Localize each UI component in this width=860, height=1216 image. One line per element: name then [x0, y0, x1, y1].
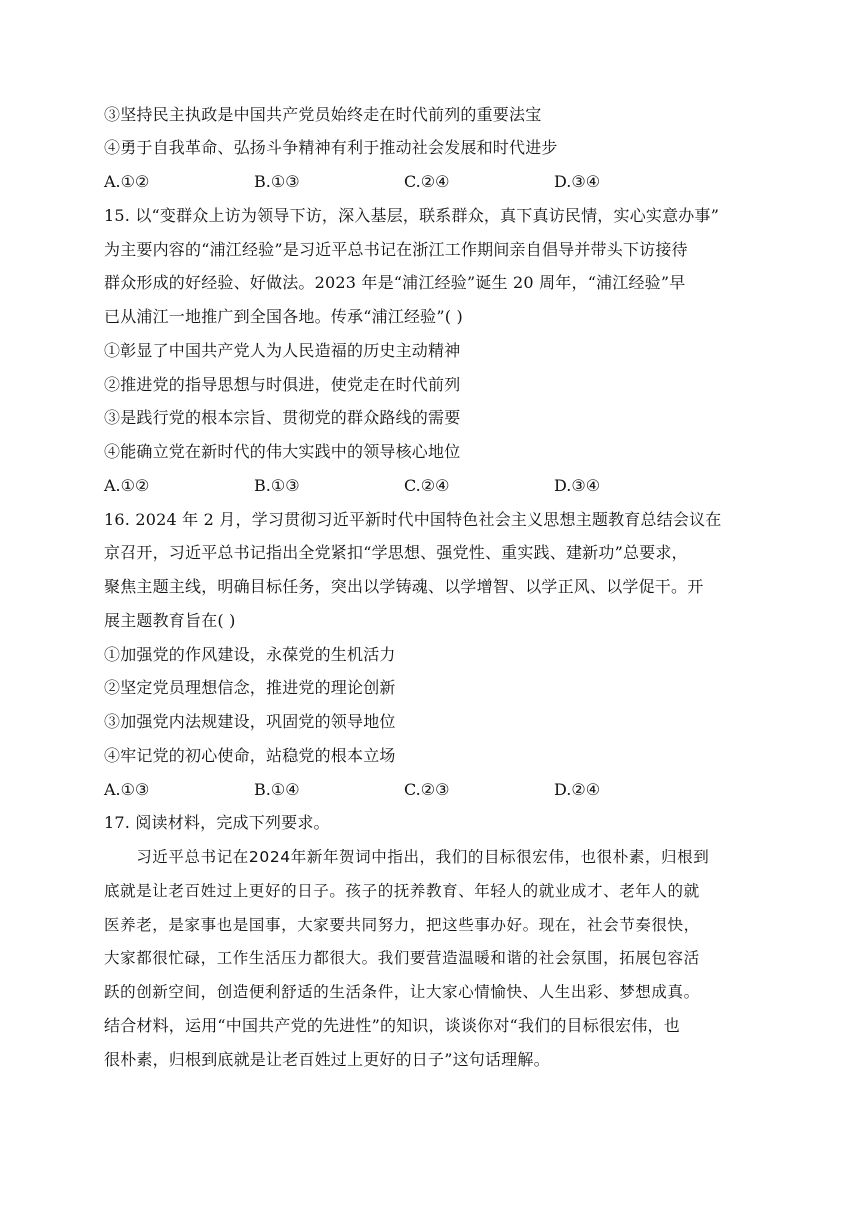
q16-stem-line-4: 展主题教育旨在( )	[104, 611, 236, 630]
q16-item-3: ③加强党内法规建设，巩固党的领导地位	[104, 712, 396, 731]
q16-options	[104, 779, 784, 801]
q15-item-3: ③是践行党的根本宗旨、贯彻党的群众路线的需要	[104, 408, 461, 427]
q14-option-c[interactable]: C.②④	[404, 172, 450, 191]
q16-stem-line-1: 16. 2024 年 2 月，学习贯彻习近平新时代中国特色社会主义思想主题教育总结会议在	[104, 510, 722, 529]
q16-option-c[interactable]: C.②③	[404, 780, 450, 799]
q15-item-2: ②推进党的指导思想与时俱进，使党走在时代前列	[104, 375, 461, 394]
q14-item-4: ④勇于自我革命、弘扬斗争精神有利于推动社会发展和时代进步	[104, 138, 558, 157]
q16-option-d[interactable]: D.②④	[554, 780, 601, 799]
q14-option-a[interactable]: A.①②	[104, 172, 150, 191]
q15-stem-line-4: 已从浦江一地推广到全国各地。传承“浦江经验”( )	[104, 307, 463, 326]
q17-material-line-4: 大家都很忙碌，工作生活压力都很大。我们要营造温暖和谐的社会氛围，拓展包容活	[104, 949, 700, 967]
q17-requirement-line-2: 很朴素，归根到底就是让老百姓过上更好的日子”这句话理解。	[104, 1050, 550, 1069]
q15-option-b[interactable]: B.①③	[254, 476, 300, 495]
q15-stem-line-1: 15. 以“变群众上访为领导下访，深入基层，联系群众，真下真访民情，实心实意办事”	[104, 206, 720, 225]
q17-title: 17. 阅读材料，完成下列要求。	[104, 813, 330, 832]
q14-option-b[interactable]: B.①③	[254, 172, 300, 191]
q15-stem-line-3: 群众形成的好经验、好做法。2023 年是“浦江经验”诞生 20 周年，“浦江经验”早	[104, 273, 686, 292]
q15-item-1: ①彰显了中国共产党人为人民造福的历史主动精神	[104, 341, 461, 360]
q17-material-line-3: 医养老，是家事也是国事，大家要共同努力，把这些事办好。现在，社会节奏很快，	[104, 916, 700, 934]
q17-material-line-2: 底就是让老百姓过上更好的日子。孩子的抚养教育、年轻人的就业成才、老年人的就	[104, 882, 700, 900]
q14-option-d[interactable]: D.③④	[554, 172, 601, 191]
q16-item-4: ④牢记党的初心使命，站稳党的根本立场	[104, 746, 396, 765]
q15-options	[104, 475, 784, 497]
q16-stem-line-2: 京召开，习近平总书记指出全党紧扣“学思想、强党性、重实践、建新功”总要求，	[104, 543, 688, 562]
q16-option-b[interactable]: B.①④	[254, 780, 300, 799]
q14-item-3: ③坚持民主执政是中国共产党员始终走在时代前列的重要法宝	[104, 105, 542, 124]
q17-requirement-line-1: 结合材料，运用“中国共产党的先进性”的知识，谈谈你对“我们的目标很宏伟，也	[104, 1016, 680, 1035]
q15-stem-line-2: 为主要内容的“浦江经验”是习近平总书记在浙江工作期间亲自倡导并带头下访接待	[104, 240, 688, 259]
q17-material-line-5: 跃的创新空间，创造便利舒适的生活条件，让大家心情愉快、人生出彩、梦想成真。	[104, 983, 700, 1001]
q16-stem-line-3: 聚焦主题主线，明确目标任务，突出以学铸魂、以学增智、以学正风、以学促干。开	[104, 577, 704, 596]
q17-material-line-1: 习近平总书记在2024年新年贺词中指出，我们的目标很宏伟，也很朴素，归根到	[104, 848, 710, 866]
q16-item-1: ①加强党的作风建设，永葆党的生机活力	[104, 645, 396, 664]
q15-option-d[interactable]: D.③④	[554, 476, 601, 495]
q16-option-a[interactable]: A.①③	[104, 780, 150, 799]
q15-option-c[interactable]: C.②④	[404, 476, 450, 495]
q15-item-4: ④能确立党在新时代的伟大实践中的领导核心地位	[104, 442, 461, 461]
q14-options	[104, 171, 784, 193]
q16-item-2: ②坚定党员理想信念，推进党的理论创新	[104, 678, 396, 697]
q15-option-a[interactable]: A.①②	[104, 476, 150, 495]
